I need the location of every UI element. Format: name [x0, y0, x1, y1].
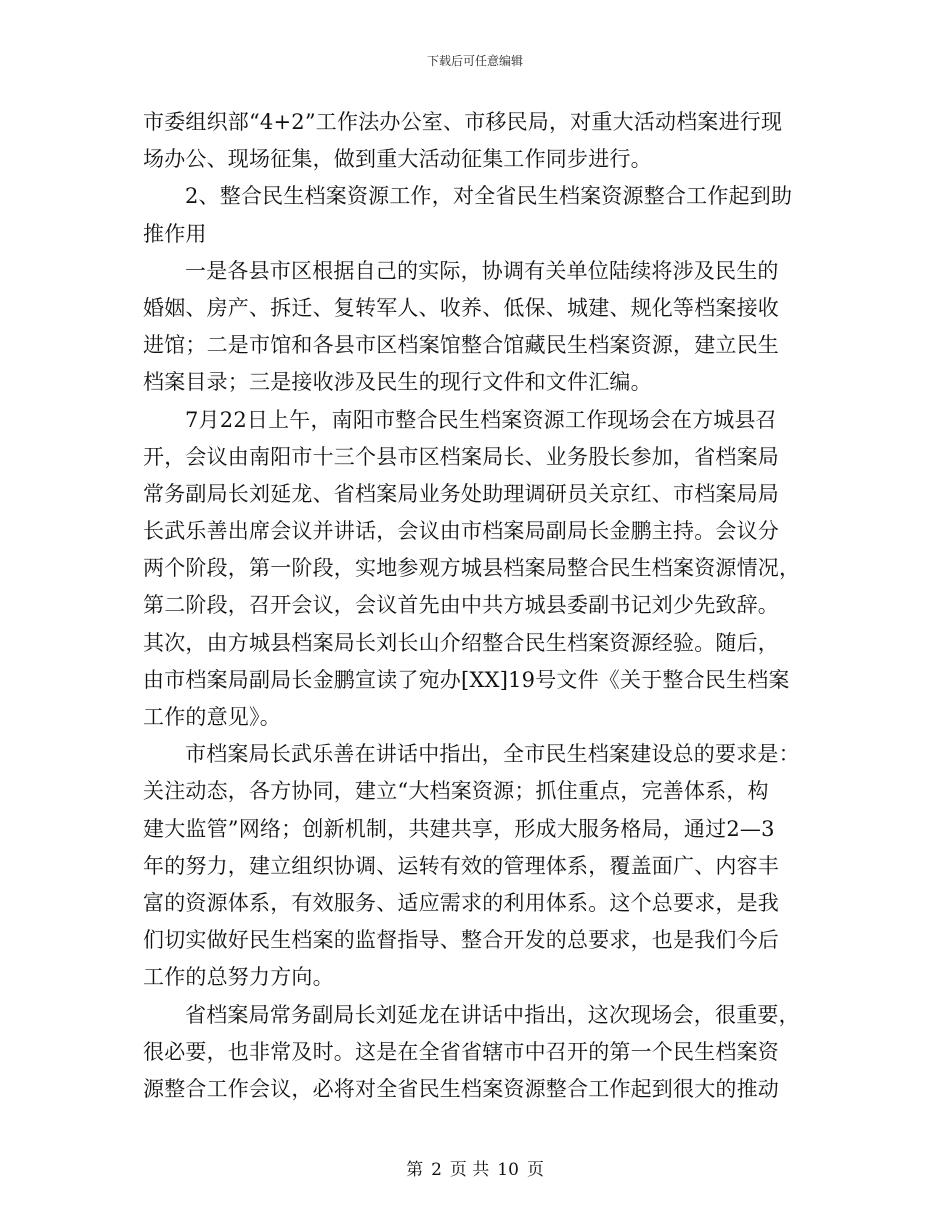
- footer-prefix: 第: [406, 1160, 424, 1180]
- paragraph-start: 省档案局常务副局长刘延龙在讲话中指出，这次现场会，很重要，: [185, 1002, 800, 1027]
- text-line: 场办公、现场征集，做到重大活动征集工作同步进行。: [143, 147, 652, 172]
- text-line: 富的资源体系，有效服务、适应需求的利用体系。这个总要求，是我: [143, 890, 779, 915]
- section-heading: 2、整合民生档案资源工作，对全省民生档案资源整合工作起到助: [185, 184, 793, 209]
- text-line: 档案目录；三是接收涉及民生的现行文件和文件汇编。: [143, 370, 652, 395]
- footer-mid: 页 共: [449, 1160, 490, 1180]
- text-line: 婚姻、房产、拆迁、复转军人、收养、低保、城建、规化等档案接收: [143, 295, 779, 320]
- paragraph-start: 一是各县市区根据自己的实际，协调有关单位陆续将涉及民生的: [185, 258, 779, 283]
- text-line: 第二阶段，召开会议，会议首先由中共方城县委副书记刘少先致辞。: [143, 593, 779, 618]
- text-line: 长武乐善出席会议并讲话，会议由市档案局副局长金鹏主持。会议分: [143, 519, 779, 544]
- text-line: 工作的总努力方向。: [143, 965, 334, 990]
- text-line: 其次，由方城县档案局长刘长山介绍整合民生档案资源经验。随后，: [143, 630, 779, 655]
- footer-total-pages: 10: [497, 1160, 519, 1180]
- footer-page-number: 2: [431, 1160, 442, 1180]
- text-line: 建大监管”网络；创新机制，共建共享，形成大服务格局，通过2—3: [143, 816, 775, 841]
- text-line: 进馆；二是市馆和各县市区档案馆整合馆藏民生档案资源，建立民生: [143, 333, 779, 358]
- text-line: 工作的意见》。: [143, 705, 281, 729]
- text-line: 市委组织部“4+2”工作法办公室、市移民局，对重大活动档案进行现: [143, 110, 783, 134]
- text-line: 年的努力，建立组织协调、运转有效的管理体系，覆盖面广、内容丰: [143, 853, 779, 878]
- text-line: 们切实做好民生档案的监督指导、整合开发的总要求，也是我们今后: [143, 928, 779, 953]
- footer-suffix: 页: [526, 1160, 544, 1180]
- text-line: 源整合工作会议，必将对全省民生档案资源整合工作起到很大的推动: [143, 1076, 779, 1101]
- document-body: [143, 104, 813, 1108]
- page-header: 下载后可任意编辑: [426, 54, 523, 68]
- paragraph-start: 7月22日上午，南阳市整合民生档案资源工作现场会在方城县召: [185, 407, 777, 432]
- text-line: 常务副局长刘延龙、省档案局业务处助理调研员关京红、市档案局局: [143, 481, 779, 506]
- paragraph-start: 市档案局长武乐善在讲话中指出，全市民生档案建设总的要求是：: [185, 742, 800, 767]
- text-line: 开，会议由南阳市十三个县市区档案局长、业务股长参加，省档案局: [143, 444, 779, 469]
- text-line: 关注动态，各方协同，建立“大档案资源；抓住重点，完善体系，构: [143, 779, 769, 804]
- text-line: 由市档案局副局长金鹏宣读了宛办[XX]19号文件《关于整合民生档案: [143, 667, 790, 692]
- page-footer: [0, 1155, 950, 1180]
- text-line: 很必要，也非常及时。这是在全省省辖市中召开的第一个民生档案资: [143, 1039, 779, 1064]
- text-line: 两个阶段，第一阶段，实地参观方城县档案局整合民生档案资源情况，: [143, 556, 801, 581]
- section-heading-cont: 推作用: [143, 221, 207, 246]
